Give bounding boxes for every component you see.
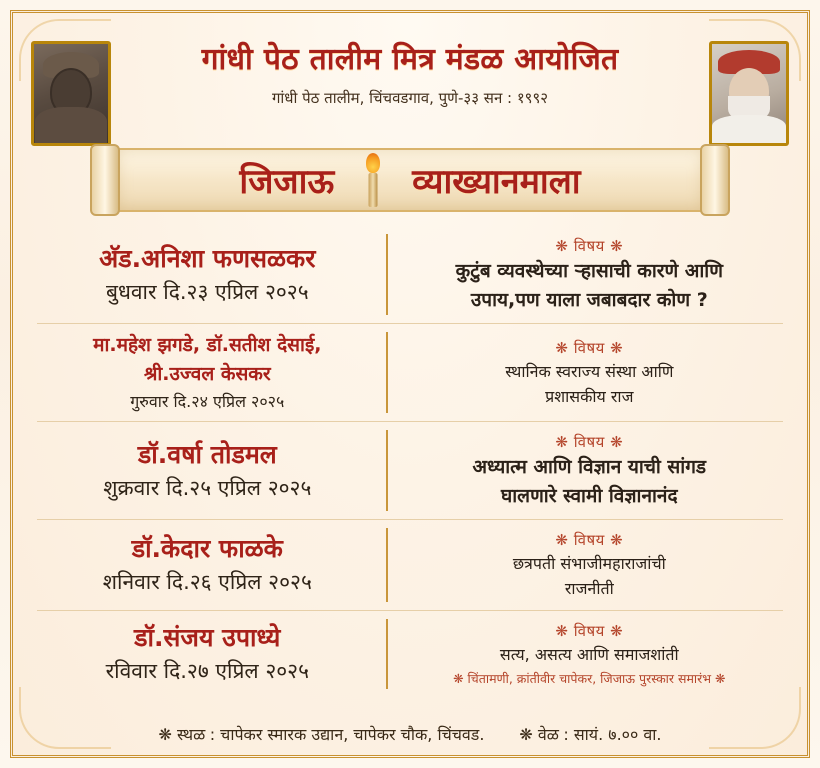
organization-subtitle: गांधी पेठ तालीम, चिंचवडगाव, पुणे-३३ सन : १९९२ <box>271 88 549 107</box>
topic-line: छत्रपती संभाजीमहाराजांची <box>512 554 666 574</box>
header-text-block <box>111 41 709 108</box>
list-item <box>37 323 783 421</box>
venue-label: ❋ स्थळ <box>158 725 206 744</box>
topic-label: ❋ विषय ❋ <box>555 621 624 640</box>
lecture-date: रविवार दि.२७ एप्रिल २०२५ <box>105 659 310 684</box>
lecture-list <box>37 226 783 697</box>
topic-label: ❋ विषय ❋ <box>555 433 624 452</box>
award-ceremony-note: ❋ चिंतामणी, क्रांतीवीर चापेकर, जिजाऊ पुरस्कार समारंभ ❋ <box>453 671 726 687</box>
banner-title-left: जिजाऊ <box>239 162 335 202</box>
time-value: : सायं. ७.०० वा. <box>563 725 662 744</box>
portrait-body-shape <box>712 115 786 143</box>
event-banner <box>90 144 730 216</box>
topic-label: ❋ विषय ❋ <box>555 531 624 550</box>
topic-block <box>388 430 783 511</box>
banner-scroll <box>116 148 704 212</box>
shivaji-maharaj-portrait <box>31 41 111 146</box>
topic-line: राजनीती <box>564 578 614 598</box>
topic-label: ❋ विषय ❋ <box>555 339 624 358</box>
speaker-block <box>37 332 388 413</box>
speaker-name: डॉ.केदार फाळके <box>131 534 283 564</box>
organization-title: गांधी पेठ तालीम मित्र मंडळ आयोजित <box>201 42 619 77</box>
topic-block <box>388 234 783 315</box>
list-item <box>37 610 783 698</box>
topic-line: अध्यात्म आणि विज्ञान याची सांगड <box>472 456 707 479</box>
lecture-date: शनिवार दि.२६ एप्रिल २०२५ <box>102 570 312 595</box>
speaker-name-secondary: श्री.उज्वल केसकर <box>143 363 271 386</box>
topic-line: कुटुंब व्यवस्थेच्या ऱ्हासाची कारणे आणि <box>455 260 723 282</box>
poster-border <box>10 10 810 758</box>
torch-stick-shape <box>369 173 378 207</box>
speaker-name: डॉ.संजय उपाध्ये <box>134 623 281 653</box>
speaker-block <box>37 430 388 511</box>
torch-flame-shape <box>366 153 380 173</box>
list-item <box>37 421 783 519</box>
topic-line: स्थानिक स्वराज्य संस्था आणि <box>505 362 674 382</box>
venue-value: : चापेकर स्मारक उद्यान, चापेकर चौक, चिंचवड. <box>209 725 485 744</box>
torch-icon <box>360 153 386 207</box>
speaker-block <box>37 619 388 690</box>
banner-title-right: व्याख्यानमाला <box>412 162 581 202</box>
topic-label: ❋ विषय ❋ <box>555 237 624 255</box>
topic-line: घालणारे स्वामी विज्ञानानंद <box>501 484 678 507</box>
lokmanya-tilak-portrait <box>709 41 789 146</box>
speaker-block <box>37 528 388 601</box>
lecture-date: शुक्रवार दि.२५ एप्रिल २०२५ <box>103 476 312 501</box>
portrait-body-shape <box>35 107 107 143</box>
topic-block <box>388 619 783 690</box>
poster-header <box>13 13 807 138</box>
speaker-name: डॉ.वर्षा तोडमल <box>137 440 277 470</box>
lecture-date: बुधवार दि.२३ एप्रिल २०२५ <box>105 280 309 305</box>
topic-line: सत्य, असत्य आणि समाजशांती <box>499 644 679 664</box>
poster-footer <box>13 723 807 745</box>
speaker-name: मा.महेश झगडे, डॉ.सतीश देसाई, <box>93 334 322 357</box>
topic-line: प्रशासकीय राज <box>545 386 634 406</box>
lecture-date: गुरुवार दि.२४ एप्रिल २०२५ <box>130 391 285 411</box>
topic-block <box>388 332 783 413</box>
scroll-roll-right <box>700 144 730 216</box>
speaker-name: अ‍ॅड.अनिशा फणसळकर <box>99 244 316 274</box>
list-item <box>37 519 783 609</box>
topic-block <box>388 528 783 601</box>
speaker-block <box>37 234 388 315</box>
scroll-roll-left <box>90 144 120 216</box>
list-item <box>37 226 783 323</box>
time-label: ❋ वेळ <box>519 725 559 744</box>
topic-line: उपाय,पण याला जबाबदार कोण ? <box>470 288 708 311</box>
